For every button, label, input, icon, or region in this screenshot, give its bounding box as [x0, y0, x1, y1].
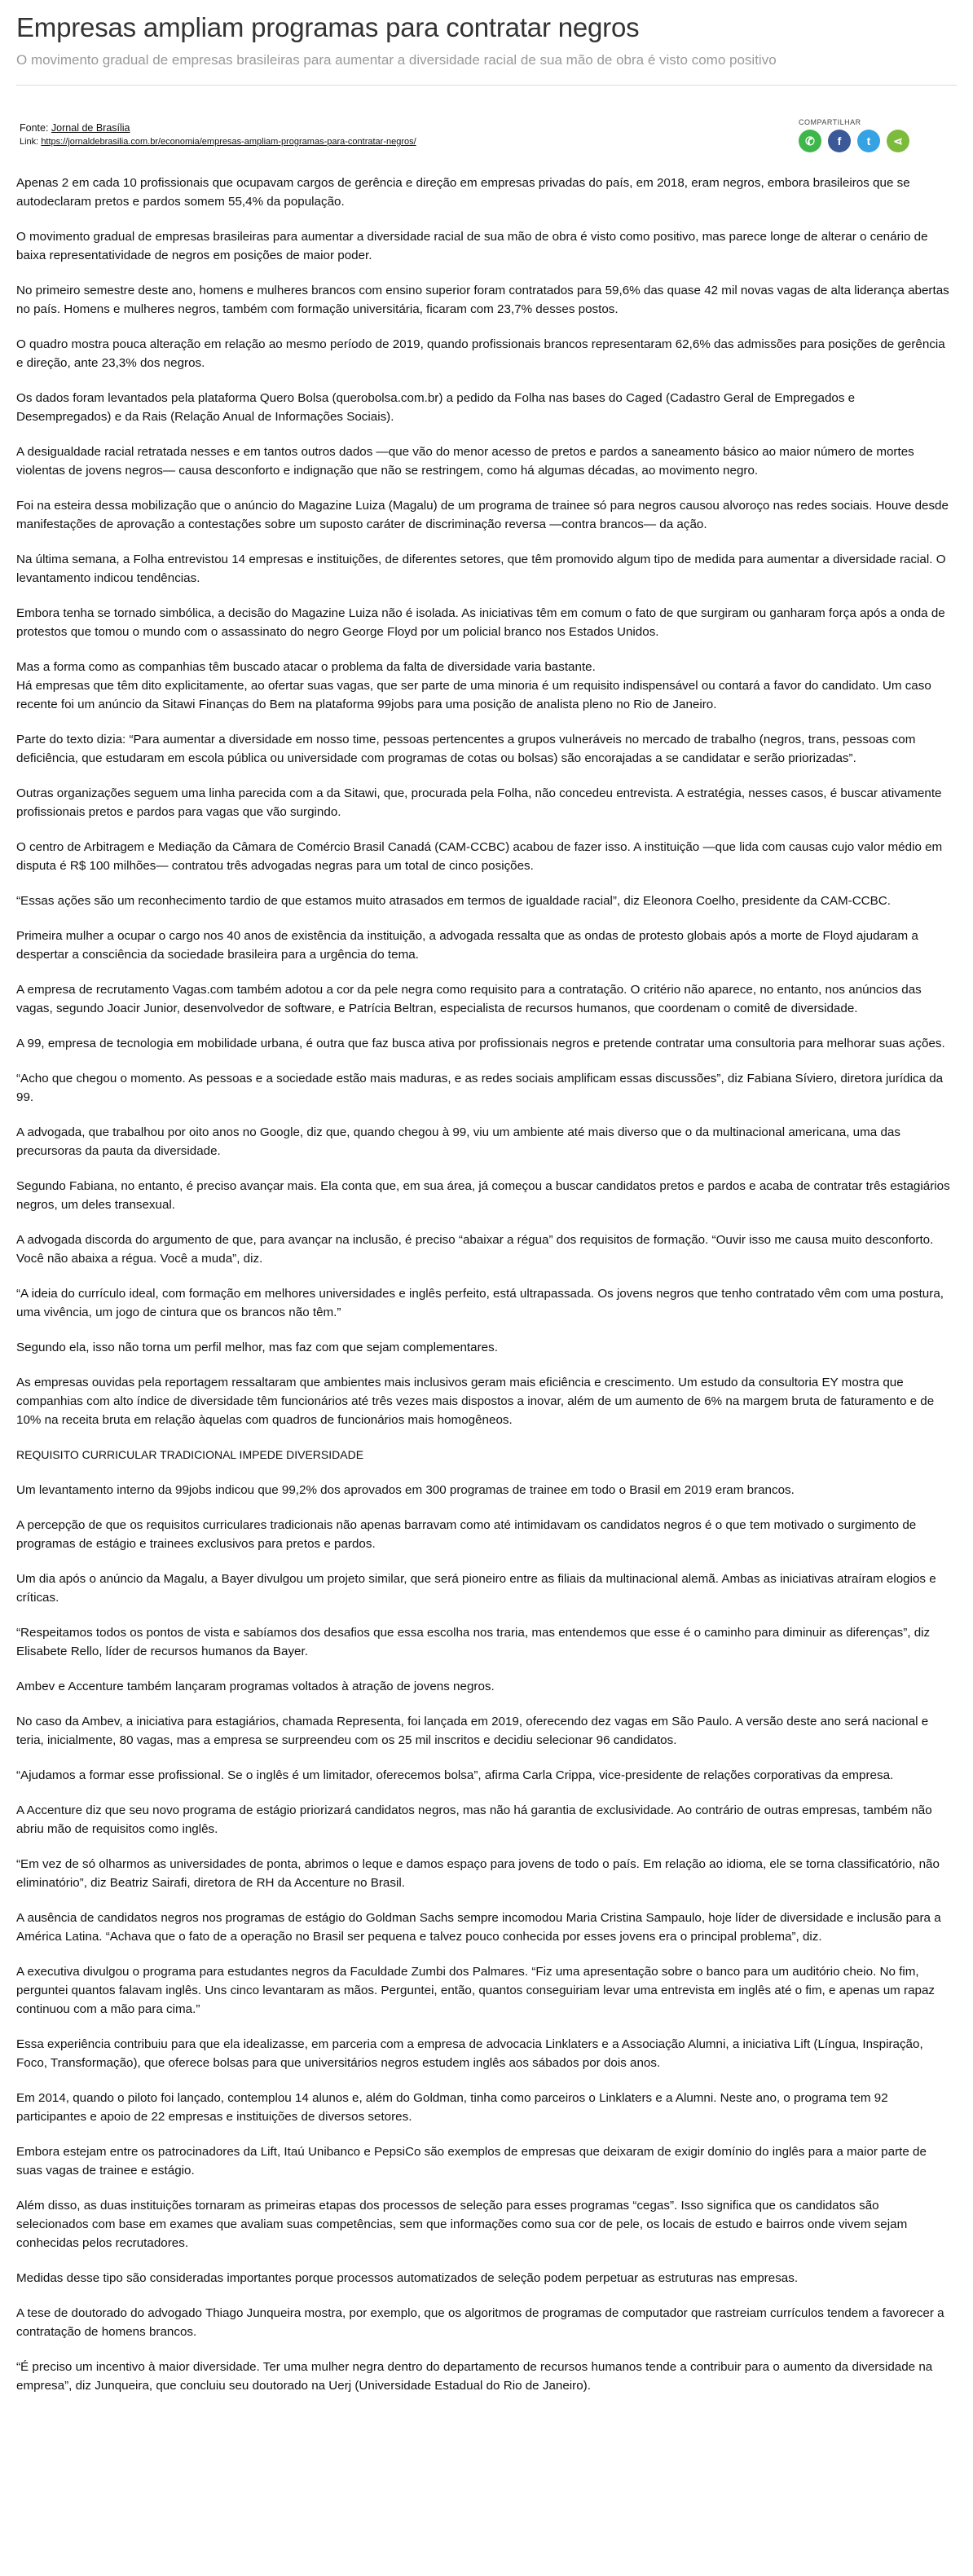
article-paragraph: “Essas ações são um reconhecimento tardio de que estamos muito atrasados em termos de igualdade racial”, diz Eleonora Coelho, presidente da CAM-CCBC. — [16, 894, 891, 908]
article-paragraph: O movimento gradual de empresas brasileiras para aumentar a diversidade racial de sua mão de obra é visto como positivo, mas parece longe de alterar o cenário de baixa representatividade de negros em posições de maior poder. — [16, 230, 928, 262]
article-paragraph: Apenas 2 em cada 10 profissionais que ocupavam cargos de gerência e direção em empresas privadas do país, em 2018, eram negros, embora brasileiros que se autodeclaram pretos e pardos somem 55,4% da população. — [16, 176, 910, 209]
article-paragraph: Um levantamento interno da 99jobs indicou que 99,2% dos aprovados em 300 programas de trainee em todo o Brasil em 2019 eram brancos. — [16, 1483, 795, 1497]
article-paragraph: “Em vez de só olharmos as universidades de ponta, abrimos o leque e damos espaço para jovens de todo o país. Em relação ao idioma, ele se torna classificatório, não eliminatório”, diz Beatriz Sairafi, diretora de RH da Accenture no Brasil. — [16, 1857, 940, 1890]
article-paragraph: A executiva divulgou o programa para estudantes negros da Faculdade Zumbi dos Palmares. “Fiz uma apresentação sobre o banco para um auditório cheio. No fim, perguntei quantos falavam inglês. Uns cinco levantaram as mãos. Perguntei, então, quantos conseguiriam levar uma entrevista em inglês até o fim, e apenas um rapaz continuou com a mão para cima.” — [16, 1965, 936, 2016]
article-paragraph: A 99, empresa de tecnologia em mobilidade urbana, é outra que faz busca ativa por profissionais negros e pretende contratar uma consultoria para melhorar suas ações. — [16, 1037, 945, 1050]
article-paragraph: Ambev e Accenture também lançaram programas voltados à atração de jovens negros. — [16, 1680, 495, 1693]
source-line — [20, 121, 416, 135]
article-paragraph: Embora tenha se tornado simbólica, a decisão do Magazine Luiza não é isolada. As iniciativas têm em comum o fato de que surgiram ou ganharam força após a onda de protestos que tomou o mundo com o assassinato do negro George Floyd por um policial branco nos Estados Unidos. — [16, 606, 945, 639]
page-title: Empresas ampliam programas para contratar negros — [16, 12, 640, 42]
article-paragraph: Outras organizações seguem uma linha parecida com a da Sitawi, que, procurada pela Folha, não concedeu entrevista. A estratégia, nesses casos, é buscar ativamente profissionais pretos e pardos para vagas que vão surgindo. — [16, 786, 942, 819]
share-buttons — [799, 130, 929, 152]
whatsapp-share-button[interactable] — [799, 130, 821, 152]
share-label: COMPARTILHAR — [799, 118, 861, 126]
article-paragraph: As empresas ouvidas pela reportagem ressaltaram que ambientes mais inclusivos geram mais eficiência e crescimento. Um estudo da consultoria EY mostra que companhias com alto índice de diversidade têm funcionários até três vezes mais dispostos a inovar, além de um aumento de 6% na margem bruta de faturamento e de 10% na receita bruta em relação àquelas com quadros de funcionários mais homogêneos. — [16, 1376, 935, 1427]
article-paragraph: O quadro mostra pouca alteração em relação ao mesmo período de 2019, quando profissionais brancos representaram 62,6% das admissões para posições de gerência e direção, ante 23,3% dos negros. — [16, 337, 945, 370]
url-line — [20, 135, 416, 149]
article-paragraph: A tese de doutorado do advogado Thiago Junqueira mostra, por exemplo, que os algoritmos de programas de computador que rastreiam currículos tendem a favorecer a contratação de homens brancos. — [16, 2306, 944, 2339]
article-paragraph: “A ideia do currículo ideal, com formação em melhores universidades e inglês perfeito, está ultrapassada. Os jovens negros que tenho contratado vêm com uma postura, uma vivência, um jogo de cintura que os brancos não têm.” — [16, 1287, 944, 1319]
facebook-share-button[interactable] — [828, 130, 851, 152]
article-paragraph: A advogada discorda do argumento de que, para avançar na inclusão, é preciso “abaixar a régua” dos requisitos de formação. “Ouvir isso me causa muito desconforto. Você não abaixa a régua. Você a muda”, diz. — [16, 1233, 934, 1266]
article-paragraph: Essa experiência contribuiu para que ela idealizasse, em parceria com a empresa de advocacia Linklaters e a Associação Alumni, a iniciativa Lift (Língua, Inspiração, Foco, Transformação), que oferece bolsas para que universitários negros estudem inglês aos sábados por dois anos. — [16, 2037, 923, 2070]
article-paragraph: “Acho que chegou o momento. As pessoas e a sociedade estão mais maduras, e as redes sociais amplificam essas discussões”, diz Fabiana Síviero, diretora jurídica da 99. — [16, 1072, 944, 1104]
facebook-icon: f — [837, 134, 842, 148]
article-paragraph: No primeiro semestre deste ano, homens e mulheres brancos com ensino superior foram contratados para 59,6% das quase 42 mil novas vagas de alta liderança abertas no país. Homens e mulheres negros, também com formação universitária, ficaram com 23,7% desses postos. — [16, 284, 949, 316]
share-share-button[interactable] — [887, 130, 909, 152]
article-paragraph: No caso da Ambev, a iniciativa para estagiários, chamada Representa, foi lançada em 2019, oferecendo dez vagas em São Paulo. A versão deste ano será nacional e teria, inicialmente, 80 vagas, mas a empresa se surpreendeu com os 25 mil inscritos e decidiu selecionar 96 candidatos. — [16, 1715, 929, 1747]
article-paragraph: “Respeitamos todos os pontos de vista e sabíamos dos desafios que essa escolha nos traria, mas entendemos que esse é o caminho para diminuir as diferenças”, diz Elisabete Rello, líder de recursos humanos da Bayer. — [16, 1626, 931, 1658]
article-paragraph: A ausência de candidatos negros nos programas de estágio do Goldman Sachs sempre incomodou Maria Cristina Sampaulo, hoje líder de diversidade e inclusão para a América Latina. “Achava que o fato de a operação no Brasil ser pequena e talvez pouco conhecida por esses jovens era o principal problema”, diz. — [16, 1911, 941, 1944]
share-block — [799, 118, 929, 152]
article-paragraph: “Ajudamos a formar esse profissional. Se o inglês é um limitador, oferecemos bolsa”, afirma Carla Crippa, vice-presidente de relações corporativas da empresa. — [16, 1768, 894, 1782]
article-paragraph: Embora estejam entre os patrocinadores da Lift, Itaú Unibanco e PepsiCo são exemplos de empresas que deixaram de exigir domínio do inglês para a maior parte de suas vagas de trainee e estágio. — [16, 2145, 927, 2177]
article-paragraph: A Accenture diz que seu novo programa de estágio priorizará candidatos negros, mas não há garantia de exclusividade. Ao contrário de outras empresas, também não abriu mão de requisitos como inglês. — [16, 1803, 932, 1836]
article-paragraph: Um dia após o anúncio da Magalu, a Bayer divulgou um projeto similar, que será pioneiro entre as filiais da multinacional alemã. Ambas as iniciativas atraíram elogios e críticas. — [16, 1572, 936, 1605]
header-divider — [16, 85, 957, 86]
source-link[interactable]: Jornal de Brasília — [51, 122, 130, 134]
article-paragraph: Medidas desse tipo são consideradas importantes porque processos automatizados de seleção podem perpetuar as estruturas nas empresas. — [16, 2271, 799, 2285]
article-paragraph: Mas a forma como as companhias têm buscado atacar o problema da falta de diversidade varia bastante. — [16, 660, 596, 674]
article-paragraph: Parte do texto dizia: “Para aumentar a diversidade em nosso time, pessoas pertencentes a grupos vulneráveis no mercado de trabalho (negros, trans, pessoas com deficiência, que estudaram em escola pública ou universidade com programas de cotas ou bolsas) são encorajadas a se candidatar e serão priorizadas”. — [16, 733, 916, 765]
article-paragraph: Além disso, as duas instituições tornaram as primeiras etapas dos processos de seleção para esses programas “cegas”. Isso significa que os candidatos são selecionados com base em exames que avaliam suas competências, sem que informações como sua cor de pele, os locais de estudo e bairros onde vivem sejam conhecidas pelos recrutadores. — [16, 2199, 908, 2250]
twitter-icon: t — [866, 134, 871, 148]
article-paragraph: Segundo ela, isso não torna um perfil melhor, mas faz com que sejam complementares. — [16, 1341, 498, 1354]
article-body — [16, 174, 957, 2395]
url-link[interactable]: https://jornaldebrasilia.com.br/economia/empresas-ampliam-programas-para-contratar-negros/ — [41, 137, 416, 147]
article-paragraph: Primeira mulher a ocupar o cargo nos 40 anos de existência da instituição, a advogada ressalta que as ondas de protesto globais após a morte de Floyd ajudaram a despertar a consciência da sociedade brasileira para a urgência do tema. — [16, 929, 918, 962]
article-paragraph: Em 2014, quando o piloto foi lançado, contemplou 14 alunos e, além do Goldman, tinha como parceiros o Linklaters e a Alumni. Neste ano, o programa tem 92 participantes e apoio de 22 empresas e instituições de diversos setores. — [16, 2091, 888, 2124]
article-paragraph: “É preciso um incentivo à maior diversidade. Ter uma mulher negra dentro do departamento de recursos humanos tende a contribuir para o aumento da diversidade na empresa”, diz Junqueira, que concluiu seu doutorado na Uerj (Universidade Estadual do Rio de Janeiro). — [16, 2360, 933, 2393]
article-paragraph: Segundo Fabiana, no entanto, é preciso avançar mais. Ela conta que, em sua área, já começou a buscar candidatos pretos e pardos e acaba de contratar três estagiários negros, um deles transexual. — [16, 1179, 950, 1212]
article-paragraph: O centro de Arbitragem e Mediação da Câmara de Comércio Brasil Canadá (CAM-CCBC) acabou de fazer isso. A instituição —que lida com causas cujo valor médio em disputa é R$ 100 milhões— contratou três advogadas negras para um total de cinco posições. — [16, 840, 943, 873]
source-label: Fonte: — [20, 122, 49, 134]
share-icon: ⋖ — [893, 134, 903, 148]
article-paragraph: Na última semana, a Folha entrevistou 14 empresas e instituições, de diferentes setores, que têm promovido algum tipo de medida para aumentar a diversidade racial. O levantamento indicou tendências. — [16, 553, 946, 585]
twitter-share-button[interactable] — [857, 130, 880, 152]
article-paragraph: Há empresas que têm dito explicitamente, ao ofertar suas vagas, que ser parte de uma minoria é um requisito indispensável ou contará a favor do candidato. Um caso recente foi um anúncio da Sitawi Finanças do Bem na plataforma 99jobs para uma posição de analista pleno no Rio de Janeiro. — [16, 679, 931, 711]
article-meta — [16, 102, 957, 159]
article-paragraph: Os dados foram levantados pela plataforma Quero Bolsa (querobolsa.com.br) a pedido da Folha nas bases do Caged (Cadastro Geral de Empregados e Desempregados) e da Rais (Relação Anual de Informações Sociais). — [16, 391, 856, 424]
url-label: Link: — [20, 137, 39, 147]
article-paragraph: A empresa de recrutamento Vagas.com também adotou a cor da pele negra como requisito para a contratação. O critério não aparece, no entanto, nos anúncios das vagas, segundo Joacir Junior, desenvolvedor de software, e Patrícia Beltran, especialista de recursos humanos, que coordenam o comitê de diversidade. — [16, 983, 922, 1015]
article-paragraph: A desigualdade racial retratada nesses e em tantos outros dados —que vão do menor acesso de pretos e pardos a saneamento básico ao maior número de mortes violentas de jovens negros— causa desconforto e indignação que não se restringem, como há algumas décadas, ao movimento negro. — [16, 445, 914, 478]
article-paragraph: A advogada, que trabalhou por oito anos no Google, diz que, quando chegou à 99, viu um ambiente até mais diverso que o da multinacional americana, uma das precursoras da pauta da diversidade. — [16, 1125, 900, 1158]
article-paragraph: Foi na esteira dessa mobilização que o anúncio do Magazine Luiza (Magalu) de um programa de trainee só para negros causou alvoroço nas redes sociais. Houve desde manifestações de aprovação a contestações sobre um suposto caráter de discriminação reversa —contra brancos— da ação. — [16, 499, 949, 531]
section-subheading: REQUISITO CURRICULAR TRADICIONAL IMPEDE DIVERSIDADE — [16, 1448, 364, 1461]
page-subtitle: O movimento gradual de empresas brasileiras para aumentar a diversidade racial de sua mão de obra é visto como positivo — [16, 52, 777, 68]
source-block — [20, 121, 416, 149]
whatsapp-icon: ✆ — [805, 134, 815, 148]
article-paragraph: A percepção de que os requisitos curriculares tradicionais não apenas barravam como até intimidavam os candidatos negros é o que tem motivado o surgimento de programas de estágio e trainees exclusivos para pretos e pardos. — [16, 1518, 917, 1551]
